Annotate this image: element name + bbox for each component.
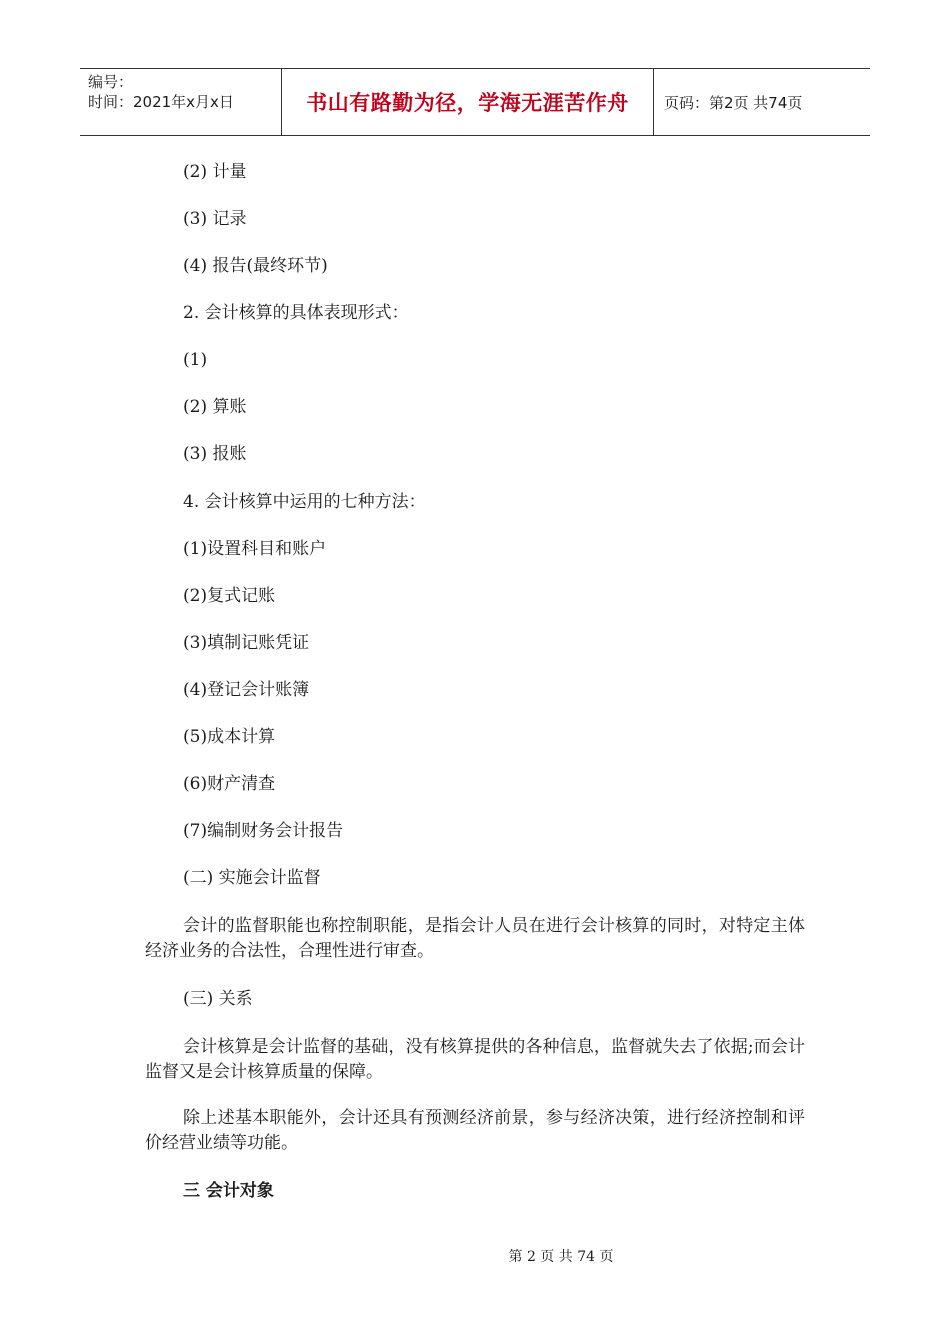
list-item: (2)复式记账 [183, 586, 276, 606]
paragraph-other-functions: 除上述基本职能外，会计还具有预测经济前景，参与经济决策，进行经济控制和评价经营业绩等功能。 [145, 1108, 805, 1153]
list-item: (7)编制财务会计报告 [183, 821, 344, 841]
list-item: (5)成本计算 [183, 727, 276, 747]
section-heading: 三 会计对象 [183, 1181, 274, 1201]
list-item: (4) 报告(最终环节) [183, 256, 328, 276]
list-item: (3) 报账 [183, 444, 247, 464]
subheading: (二) 实施会计监督 [183, 868, 321, 888]
page-footer: 第 2 页 共 74 页 [508, 1249, 614, 1265]
list-item: (6)财产清查 [183, 774, 276, 794]
paragraph-supervision: 会计的监督职能也称控制职能，是指会计人员在进行会计核算的同时，对特定主体经济业务的合法性，合理性进行审查。 [145, 916, 805, 961]
header-page-info: 页码：第2页 共74页 [664, 93, 803, 112]
list-item: (2) 计量 [183, 162, 247, 182]
list-item: (2) 算账 [183, 397, 247, 417]
subheading-relation: (三) 关系 [183, 989, 253, 1009]
page-header [80, 68, 870, 136]
list-item: (3) 记录 [183, 209, 247, 229]
list-item: (1) [183, 350, 208, 370]
list-item: (1)设置科目和账户 [183, 539, 327, 559]
paragraph-relation: 会计核算是会计监督的基础，没有核算提供的各种信息，监督就失去了依据;而会计监督又是会计核算质量的保障。 [145, 1037, 805, 1082]
time-label: 时间：2021年x月x日 [88, 93, 234, 111]
list-item: (4)登记会计账簿 [183, 680, 310, 700]
header-meta [80, 69, 282, 135]
number-label: 编号： [88, 73, 134, 91]
list-item: (3)填制记账凭证 [183, 633, 310, 653]
subheading: 4. 会计核算中运用的七种方法： [183, 492, 426, 512]
subheading: 2. 会计核算的具体表现形式： [183, 303, 409, 323]
header-motto: 书山有路勤为径，学海无涯苦作舟 [282, 69, 654, 135]
